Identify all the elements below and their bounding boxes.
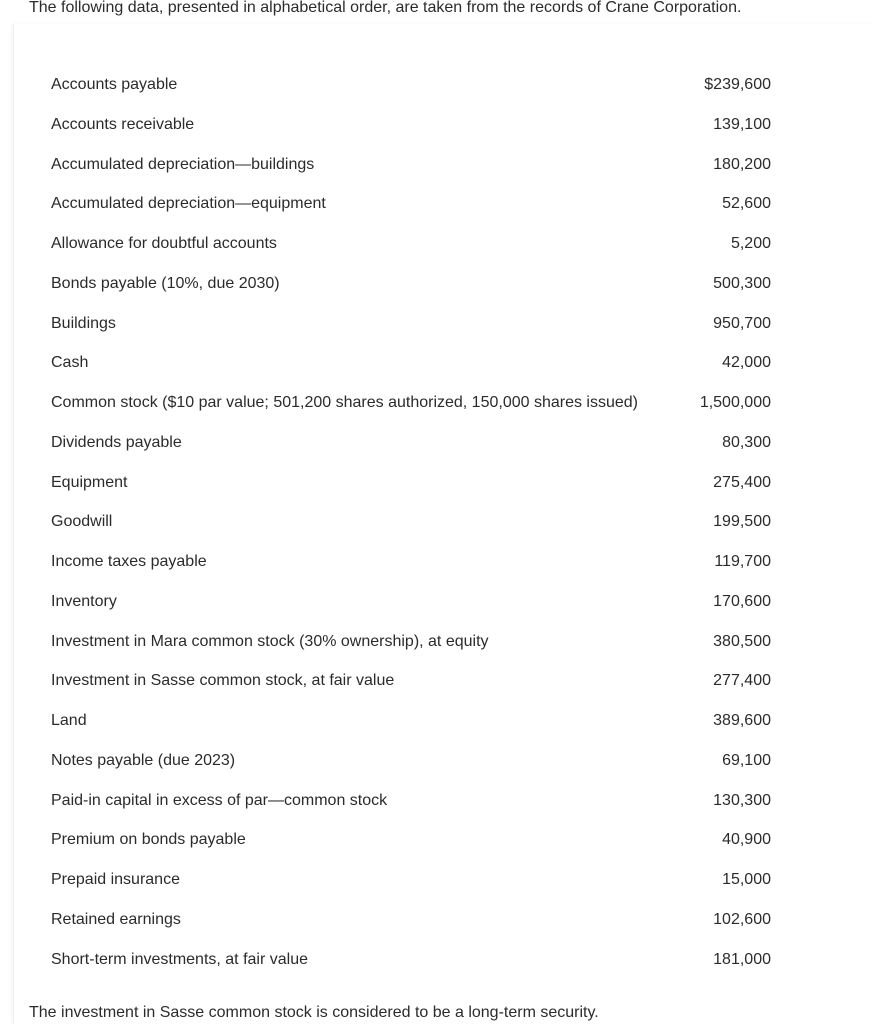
account-amount: 69,100	[722, 751, 771, 769]
account-label: Accumulated depreciation—buildings	[51, 155, 315, 173]
account-amount: 380,500	[713, 632, 771, 650]
account-label: Land	[51, 712, 87, 729]
account-label: Premium on bonds payable	[51, 831, 246, 849]
account-label: Retained earnings	[51, 910, 181, 928]
account-amount: 275,400	[713, 473, 771, 491]
account-label: Dividends payable	[51, 433, 182, 451]
account-label: Equipment	[51, 473, 128, 491]
account-label: Common stock ($10 par value; 501,200 shares authorized, 150,000 shares issued)	[51, 394, 639, 411]
account-label: Investment in Mara common stock (30% ownership), at equity	[51, 632, 489, 650]
account-row	[51, 702, 771, 742]
account-label: Paid-in capital in excess of par—common stock	[51, 791, 388, 809]
account-row	[51, 265, 771, 305]
account-row	[51, 185, 771, 225]
account-amount: 42,000	[722, 354, 771, 372]
account-list	[51, 66, 771, 980]
account-row	[51, 503, 771, 543]
account-amount: $239,600	[704, 76, 771, 93]
account-row	[51, 623, 771, 663]
account-label: Accounts payable	[51, 76, 178, 93]
account-label: Short-term investments, at fair value	[51, 950, 308, 968]
account-row	[51, 662, 771, 702]
account-label: Notes payable (due 2023)	[51, 751, 236, 769]
account-amount: 130,300	[713, 791, 771, 809]
account-label: Accounts receivable	[51, 115, 195, 133]
account-label: Investment in Sasse common stock, at fair value	[51, 672, 395, 690]
account-label: Allowance for doubtful accounts	[51, 235, 277, 252]
account-row	[51, 821, 771, 861]
account-amount: 389,600	[713, 712, 771, 729]
account-amount: 52,600	[722, 195, 771, 213]
account-amount: 170,600	[713, 592, 771, 610]
account-row	[51, 464, 771, 504]
account-row	[51, 742, 771, 782]
account-amount: 180,200	[713, 155, 771, 173]
account-amount: 5,200	[730, 235, 771, 252]
data-panel	[13, 24, 875, 1024]
account-row	[51, 424, 771, 464]
intro-text: The following data, presented in alphabetical order, are taken from the records of Crane Corporation.	[29, 0, 742, 16]
account-label: Buildings	[51, 314, 116, 332]
account-label: Accumulated depreciation—equipment	[51, 195, 326, 213]
account-amount: 40,900	[722, 831, 771, 849]
account-amount: 119,700	[714, 553, 771, 570]
account-label: Bonds payable (10%, due 2030)	[51, 274, 280, 292]
account-row	[51, 543, 771, 583]
account-row	[51, 782, 771, 822]
account-label: Inventory	[51, 592, 117, 610]
account-amount: 500,300	[713, 274, 771, 292]
account-label: Cash	[51, 354, 89, 372]
account-amount: 139,100	[713, 115, 771, 133]
account-label: Income taxes payable	[51, 553, 207, 570]
footer-note: The investment in Sasse common stock is considered to be a long-term security.	[29, 1004, 599, 1021]
account-amount: 80,300	[722, 433, 771, 451]
account-row	[51, 106, 771, 146]
account-label: Prepaid insurance	[51, 871, 180, 888]
account-row	[51, 344, 771, 384]
account-row	[51, 861, 771, 901]
account-row	[51, 225, 771, 265]
account-row	[51, 66, 771, 106]
account-amount: 1,500,000	[699, 394, 771, 411]
account-amount: 181,000	[713, 950, 771, 968]
account-row	[51, 941, 771, 981]
account-amount: 199,500	[713, 513, 771, 531]
account-row	[51, 146, 771, 186]
account-amount: 950,700	[713, 314, 771, 332]
account-row	[51, 384, 771, 424]
account-amount: 15,000	[722, 871, 771, 888]
account-row	[51, 305, 771, 345]
account-amount: 277,400	[713, 672, 771, 690]
account-amount: 102,600	[713, 910, 771, 928]
account-row	[51, 901, 771, 941]
account-row	[51, 583, 771, 623]
account-label: Goodwill	[51, 513, 113, 531]
